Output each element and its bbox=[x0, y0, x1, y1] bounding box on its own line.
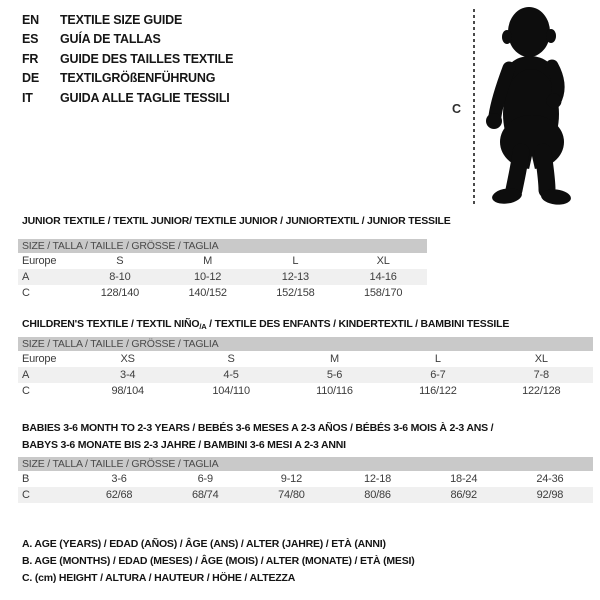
size-cell: 7-8 bbox=[490, 367, 593, 383]
size-cell: 12-18 bbox=[363, 473, 392, 485]
size-cell: 18-24 bbox=[450, 473, 478, 485]
row-label-cell: Europe bbox=[22, 353, 57, 365]
footnote-b: B. AGE (MONTHS) / EDAD (MESES) / ÂGE (MOIS) / ALTER (MONATE) / ETÀ (MESI) bbox=[22, 555, 415, 567]
language-row bbox=[22, 49, 233, 69]
size-cell: 86/92 bbox=[421, 487, 507, 503]
size-cell: 110/116 bbox=[316, 385, 353, 397]
language-label: GUÍA DE TALLAS bbox=[60, 32, 161, 47]
section-title-childrens bbox=[22, 316, 509, 335]
height-measure-label: C bbox=[452, 102, 462, 116]
size-cell: M bbox=[203, 255, 213, 267]
table-row bbox=[18, 269, 427, 285]
size-cell: 152/158 bbox=[276, 287, 315, 299]
title-line: BABYS 3-6 MONATE BIS 2-3 JAHRE / BAMBINI 3-6 MESI A 2-3 ANNI bbox=[22, 439, 346, 451]
size-cell: 98/104 bbox=[111, 385, 144, 397]
row-label-cell: C bbox=[22, 287, 30, 299]
size-cell: 24-36 bbox=[536, 473, 564, 485]
babies-size-table bbox=[18, 457, 593, 503]
table-row bbox=[18, 487, 593, 503]
table-row bbox=[18, 367, 593, 383]
size-cell: 158/170 bbox=[363, 287, 403, 299]
table-header-bar: SIZE / TALLA / TAILLE / GRÖSSE / TAGLIA bbox=[18, 457, 593, 471]
language-row bbox=[22, 30, 233, 50]
size-cell: 8-10 bbox=[76, 269, 164, 285]
language-label: TEXTILE SIZE GUIDE bbox=[60, 12, 183, 27]
row-label-cell: C bbox=[18, 487, 76, 503]
size-cell: XS bbox=[120, 353, 135, 365]
title-part: / TEXTILE DES ENFANTS / KINDERTEXTIL / BAMBINI TESSILE bbox=[206, 318, 510, 330]
row-label-cell: Europe bbox=[22, 255, 57, 267]
junior-size-table bbox=[18, 239, 427, 301]
size-cell: 3-6 bbox=[111, 473, 127, 485]
size-cell: 140/152 bbox=[188, 287, 227, 299]
language-label: GUIDE DES TAILLES TEXTILE bbox=[60, 51, 234, 66]
language-code: FR bbox=[22, 51, 39, 66]
language-code: DE bbox=[22, 71, 39, 86]
row-label-cell: B bbox=[22, 473, 30, 485]
size-cell: 104/110 bbox=[212, 385, 250, 397]
size-cell: 92/98 bbox=[507, 487, 593, 503]
size-cell: L bbox=[292, 255, 299, 267]
row-label-cell: A bbox=[18, 367, 76, 383]
size-cell: 122/128 bbox=[522, 385, 561, 397]
size-cell: 74/80 bbox=[248, 487, 334, 503]
size-cell: S bbox=[116, 255, 124, 267]
size-cell: 12-13 bbox=[252, 269, 340, 285]
row-label-cell: C bbox=[22, 385, 30, 397]
table-row bbox=[18, 471, 593, 487]
size-cell: 80/86 bbox=[334, 487, 420, 503]
height-measure-line bbox=[473, 9, 475, 207]
language-list bbox=[22, 10, 233, 108]
table-row bbox=[18, 285, 427, 301]
size-cell: XL bbox=[376, 255, 390, 267]
size-cell: L bbox=[434, 353, 441, 365]
footnotes bbox=[22, 536, 415, 587]
title-part-subscript: /A bbox=[199, 322, 207, 331]
title-part: CHILDREN'S TEXTILE / TEXTIL NIÑO bbox=[22, 318, 200, 330]
size-cell: 62/68 bbox=[76, 487, 162, 503]
table-header-bar: SIZE / TALLA / TAILLE / GRÖSSE / TAGLIA bbox=[18, 337, 593, 351]
table-header-bar: SIZE / TALLA / TAILLE / GRÖSSE / TAGLIA bbox=[18, 239, 427, 253]
section-title-junior: JUNIOR TEXTILE / TEXTIL JUNIOR/ TEXTILE JUNIOR / JUNIORTEXTIL / JUNIOR TESSILE bbox=[22, 215, 451, 227]
table-row bbox=[18, 383, 593, 399]
size-cell: 3-4 bbox=[76, 367, 179, 383]
table-row bbox=[18, 351, 593, 367]
title-line: BABIES 3-6 MONTH TO 2-3 YEARS / BEBÉS 3-6 MESES A 2-3 AÑOS / BÉBÉS 3-6 MOIS À 2-3 ANS / bbox=[22, 422, 494, 434]
size-cell: 14-16 bbox=[339, 269, 427, 285]
language-code: IT bbox=[22, 90, 33, 105]
table-row bbox=[18, 253, 427, 269]
language-row bbox=[22, 88, 233, 108]
toddler-silhouette-icon bbox=[483, 4, 587, 208]
section-title-babies bbox=[22, 420, 493, 454]
row-label-cell: A bbox=[18, 269, 76, 285]
footnote-a: A. AGE (YEARS) / EDAD (AÑOS) / ÂGE (ANS) / ALTER (JAHRE) / ETÀ (ANNI) bbox=[22, 538, 386, 550]
language-code: EN bbox=[22, 12, 39, 27]
footnote-c: C. (cm) HEIGHT / ALTURA / HAUTEUR / HÖHE / ALTEZZA bbox=[22, 572, 296, 584]
language-label: TEXTILGRÖßENFÜHRUNG bbox=[60, 71, 216, 86]
size-cell: 4-5 bbox=[179, 367, 282, 383]
language-row bbox=[22, 10, 233, 30]
size-cell: XL bbox=[534, 353, 548, 365]
size-cell: 10-12 bbox=[164, 269, 252, 285]
size-cell: 9-12 bbox=[280, 473, 302, 485]
size-cell: 6-7 bbox=[386, 367, 489, 383]
childrens-size-table bbox=[18, 337, 593, 399]
language-row bbox=[22, 69, 233, 89]
size-cell: 68/74 bbox=[162, 487, 248, 503]
size-cell: 5-6 bbox=[283, 367, 386, 383]
language-code: ES bbox=[22, 32, 39, 47]
size-cell: S bbox=[227, 353, 235, 365]
size-cell: 128/140 bbox=[100, 287, 140, 299]
size-cell: 6-9 bbox=[197, 473, 213, 485]
language-label: GUIDA ALLE TAGLIE TESSILI bbox=[60, 90, 230, 105]
size-cell: M bbox=[329, 353, 339, 365]
size-cell: 116/122 bbox=[419, 385, 457, 397]
